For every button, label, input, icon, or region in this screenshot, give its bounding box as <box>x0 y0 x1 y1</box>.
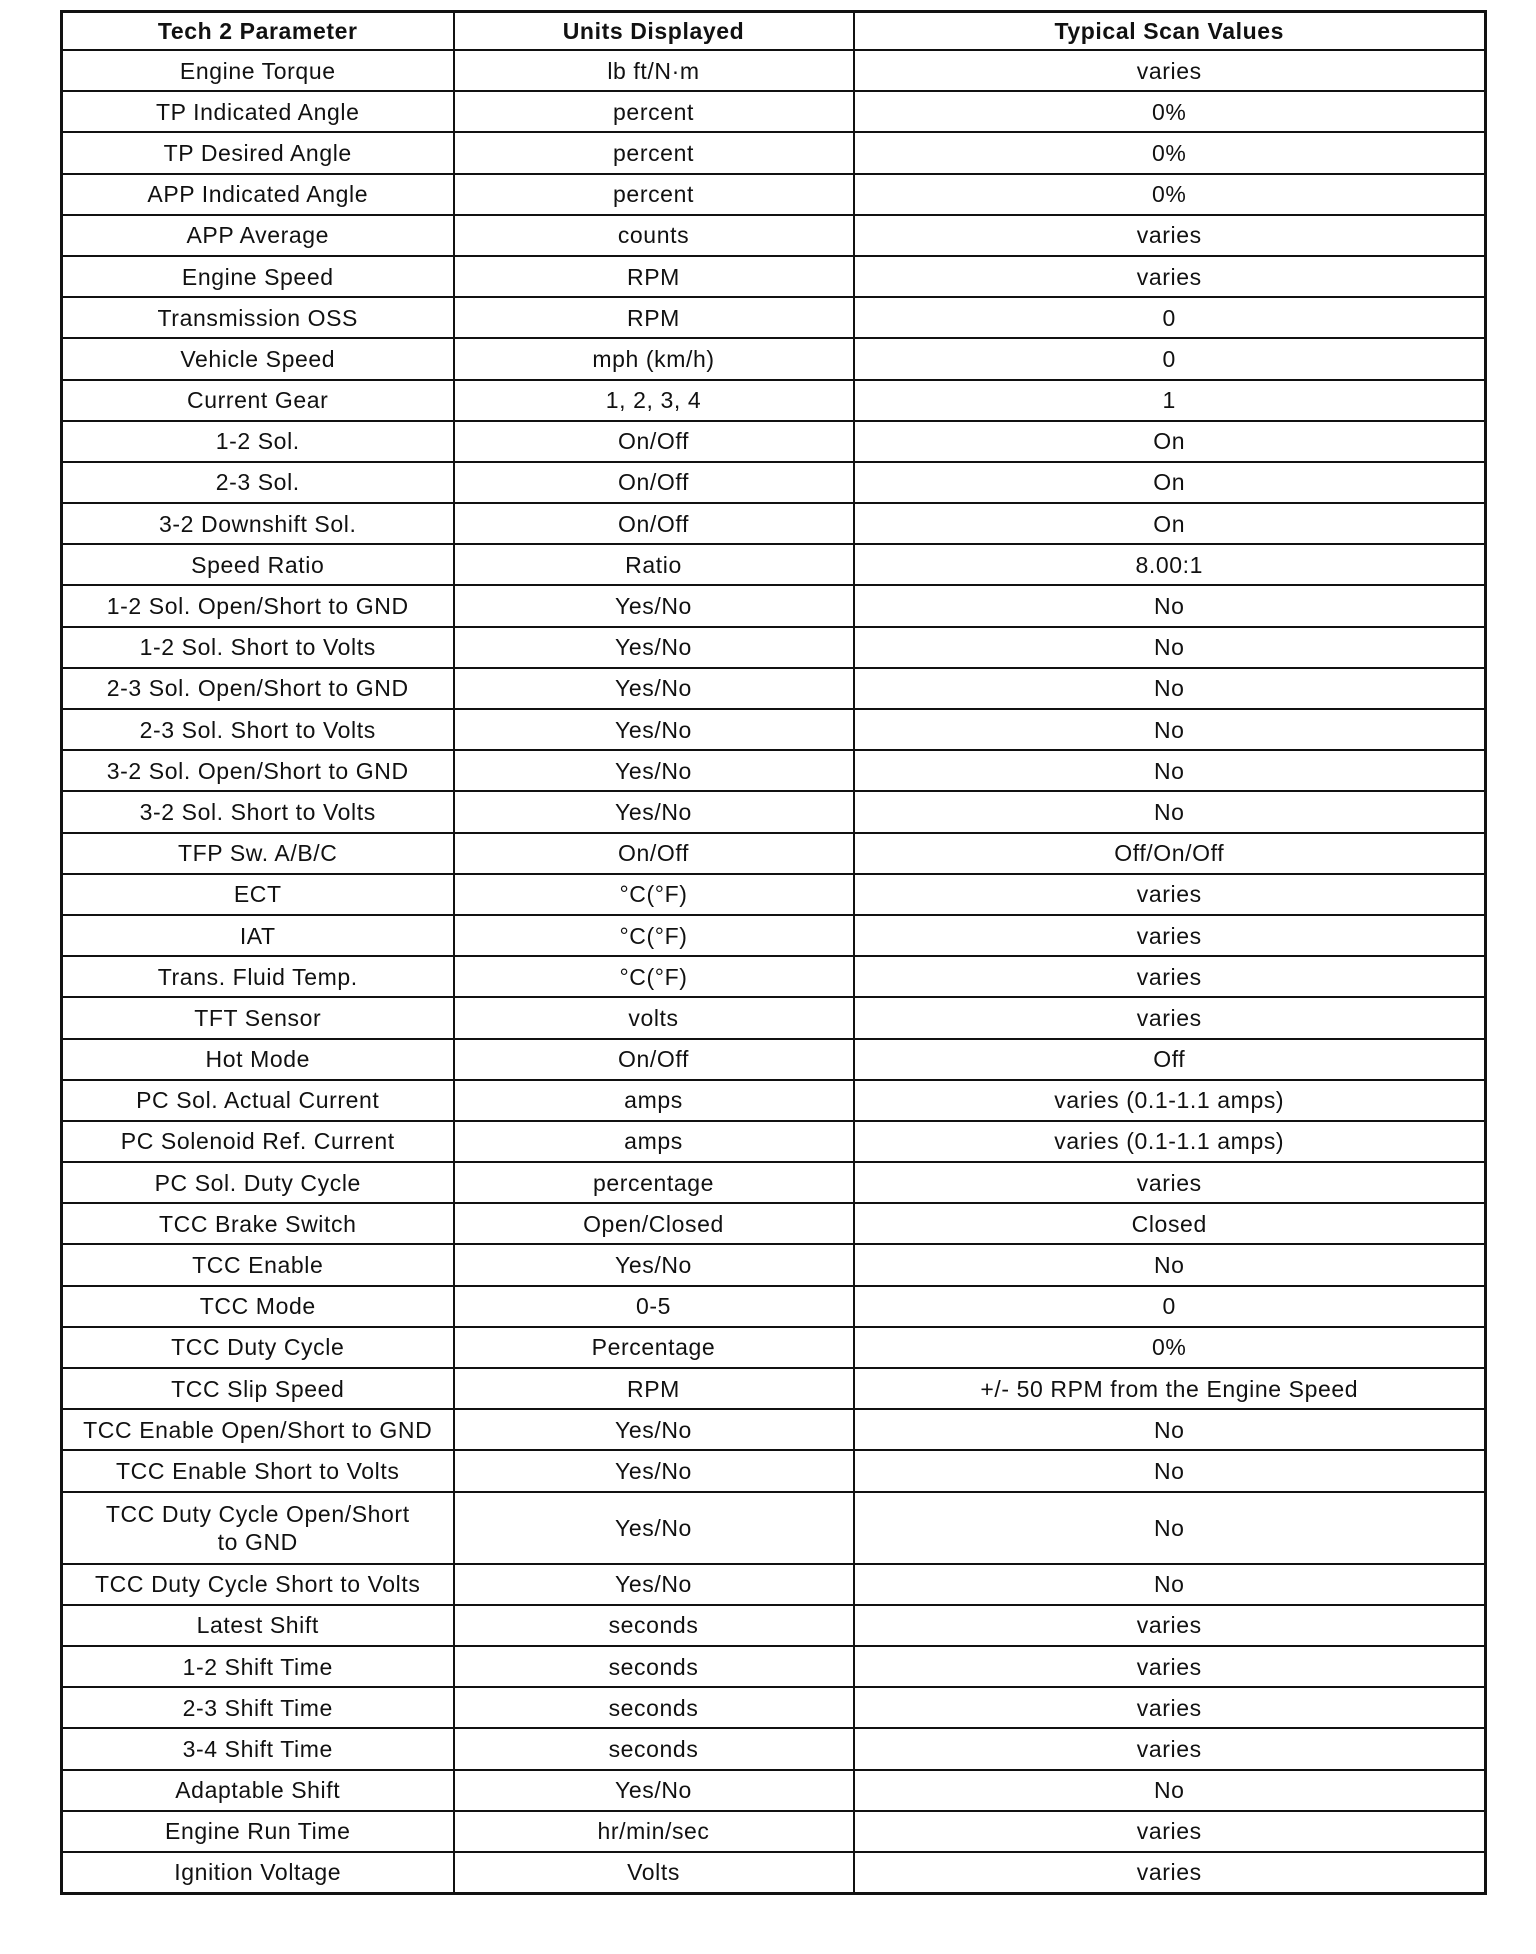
parameter-cell: 1-2 Sol. Open/Short to GND <box>62 585 454 626</box>
units-cell: Yes/No <box>454 1770 854 1811</box>
table-row <box>62 709 1486 750</box>
typical-value-cell: varies <box>854 215 1486 256</box>
parameter-cell: Engine Speed <box>62 256 454 297</box>
typical-value-cell: varies <box>854 1811 1486 1852</box>
table-row <box>62 750 1486 791</box>
table-row <box>62 50 1486 91</box>
typical-value-cell: No <box>854 585 1486 626</box>
typical-value-cell: varies <box>854 956 1486 997</box>
units-cell: On/Off <box>454 421 854 462</box>
parameter-cell: Ignition Voltage <box>62 1852 454 1893</box>
units-cell: RPM <box>454 297 854 338</box>
parameter-cell: TCC Enable <box>62 1244 454 1285</box>
parameter-cell: 1-2 Sol. Short to Volts <box>62 627 454 668</box>
typical-value-cell: No <box>854 627 1486 668</box>
parameter-cell: APP Indicated Angle <box>62 174 454 215</box>
typical-value-cell: On <box>854 503 1486 544</box>
typical-value-cell: Off <box>854 1039 1486 1080</box>
units-cell: Yes/No <box>454 1409 854 1450</box>
units-cell: Yes/No <box>454 791 854 832</box>
header-parameter: Tech 2 Parameter <box>62 12 454 51</box>
units-cell: On/Off <box>454 833 854 874</box>
typical-value-cell: varies (0.1-1.1 amps) <box>854 1121 1486 1162</box>
typical-value-cell: No <box>854 750 1486 791</box>
typical-value-cell: 0 <box>854 1286 1486 1327</box>
table-row <box>62 1852 1486 1893</box>
typical-value-cell: 8.00:1 <box>854 544 1486 585</box>
table-row <box>62 915 1486 956</box>
table-row <box>62 956 1486 997</box>
table-row <box>62 1121 1486 1162</box>
parameter-cell: TFT Sensor <box>62 997 454 1038</box>
typical-value-cell: No <box>854 1770 1486 1811</box>
table-row <box>62 1409 1486 1450</box>
parameter-cell: 1-2 Shift Time <box>62 1646 454 1687</box>
table-row <box>62 1770 1486 1811</box>
parameter-cell: 3-2 Downshift Sol. <box>62 503 454 544</box>
parameter-cell: ECT <box>62 874 454 915</box>
parameter-cell: Transmission OSS <box>62 297 454 338</box>
parameter-cell: Adaptable Shift <box>62 1770 454 1811</box>
table-row <box>62 215 1486 256</box>
table-row <box>62 791 1486 832</box>
parameter-cell: PC Solenoid Ref. Current <box>62 1121 454 1162</box>
typical-value-cell: 0 <box>854 338 1486 379</box>
units-cell: seconds <box>454 1646 854 1687</box>
units-cell: Volts <box>454 1852 854 1893</box>
table-row <box>62 668 1486 709</box>
units-cell: Yes/No <box>454 750 854 791</box>
typical-value-cell: No <box>854 1409 1486 1450</box>
parameter-cell: 2-3 Shift Time <box>62 1687 454 1728</box>
table-row <box>62 544 1486 585</box>
typical-value-cell: varies <box>854 50 1486 91</box>
units-cell: 1, 2, 3, 4 <box>454 380 854 421</box>
typical-value-cell: No <box>854 791 1486 832</box>
units-cell: Percentage <box>454 1327 854 1368</box>
parameter-cell: Vehicle Speed <box>62 338 454 379</box>
typical-value-cell: No <box>854 1564 1486 1605</box>
table-row <box>62 997 1486 1038</box>
table-row <box>62 1728 1486 1769</box>
units-cell: Yes/No <box>454 1450 854 1491</box>
table-row <box>62 585 1486 626</box>
parameter-cell: IAT <box>62 915 454 956</box>
units-cell: volts <box>454 997 854 1038</box>
units-cell: °C(°F) <box>454 915 854 956</box>
units-cell: °C(°F) <box>454 874 854 915</box>
units-cell: percent <box>454 91 854 132</box>
parameter-cell: TCC Duty Cycle <box>62 1327 454 1368</box>
typical-value-cell: 0% <box>854 132 1486 173</box>
units-cell: seconds <box>454 1687 854 1728</box>
units-cell: lb ft/N·m <box>454 50 854 91</box>
units-cell: Yes/No <box>454 585 854 626</box>
table-row <box>62 1450 1486 1491</box>
typical-value-cell: varies <box>854 915 1486 956</box>
table-row <box>62 1039 1486 1080</box>
parameter-cell: Engine Torque <box>62 50 454 91</box>
table-row <box>62 833 1486 874</box>
typical-value-cell: No <box>854 1450 1486 1491</box>
parameter-cell: 3-2 Sol. Open/Short to GND <box>62 750 454 791</box>
units-cell: percent <box>454 174 854 215</box>
parameter-cell: TCC Duty Cycle Short to Volts <box>62 1564 454 1605</box>
units-cell: counts <box>454 215 854 256</box>
typical-value-cell: varies <box>854 1687 1486 1728</box>
typical-value-cell: 0% <box>854 91 1486 132</box>
units-cell: Yes/No <box>454 668 854 709</box>
typical-value-cell: varies <box>854 1646 1486 1687</box>
header-typical: Typical Scan Values <box>854 12 1486 51</box>
table-row <box>62 174 1486 215</box>
parameter-cell: Speed Ratio <box>62 544 454 585</box>
parameter-cell: Current Gear <box>62 380 454 421</box>
typical-value-cell: varies <box>854 997 1486 1038</box>
typical-value-cell: varies <box>854 1852 1486 1893</box>
parameter-cell: PC Sol. Duty Cycle <box>62 1162 454 1203</box>
parameter-cell: TP Desired Angle <box>62 132 454 173</box>
typical-value-cell: No <box>854 709 1486 750</box>
table-row <box>62 1080 1486 1121</box>
table-row <box>62 338 1486 379</box>
parameter-cell: 2-3 Sol. <box>62 462 454 503</box>
units-cell: Yes/No <box>454 1492 854 1564</box>
typical-value-cell: Off/On/Off <box>854 833 1486 874</box>
typical-value-cell: varies <box>854 1605 1486 1646</box>
table-row <box>62 1203 1486 1244</box>
parameter-cell: TCC Brake Switch <box>62 1203 454 1244</box>
units-cell: On/Off <box>454 1039 854 1080</box>
typical-value-cell: varies <box>854 874 1486 915</box>
units-cell: RPM <box>454 1368 854 1409</box>
typical-value-cell: 1 <box>854 380 1486 421</box>
typical-value-cell: varies (0.1-1.1 amps) <box>854 1080 1486 1121</box>
table-row <box>62 256 1486 297</box>
header-row <box>62 12 1486 51</box>
table-row <box>62 1286 1486 1327</box>
typical-value-cell: On <box>854 462 1486 503</box>
parameter-cell: Trans. Fluid Temp. <box>62 956 454 997</box>
parameter-cell: TP Indicated Angle <box>62 91 454 132</box>
table-row <box>62 1564 1486 1605</box>
parameter-cell: PC Sol. Actual Current <box>62 1080 454 1121</box>
parameter-cell: TCC Duty Cycle Open/Short to GND <box>62 1492 454 1564</box>
units-cell: Yes/No <box>454 709 854 750</box>
parameter-cell: Engine Run Time <box>62 1811 454 1852</box>
table-row <box>62 91 1486 132</box>
units-cell: percentage <box>454 1162 854 1203</box>
parameter-cell: 2-3 Sol. Open/Short to GND <box>62 668 454 709</box>
table-row <box>62 1492 1486 1564</box>
units-cell: seconds <box>454 1728 854 1769</box>
table-row <box>62 380 1486 421</box>
parameter-cell: TCC Slip Speed <box>62 1368 454 1409</box>
table-row <box>62 1327 1486 1368</box>
units-cell: seconds <box>454 1605 854 1646</box>
parameter-cell: Latest Shift <box>62 1605 454 1646</box>
table-row <box>62 421 1486 462</box>
parameter-cell: 3-2 Sol. Short to Volts <box>62 791 454 832</box>
parameter-cell: 2-3 Sol. Short to Volts <box>62 709 454 750</box>
typical-value-cell: varies <box>854 1162 1486 1203</box>
typical-value-cell: Closed <box>854 1203 1486 1244</box>
parameter-cell: TCC Mode <box>62 1286 454 1327</box>
units-cell: Yes/No <box>454 627 854 668</box>
table-row <box>62 297 1486 338</box>
units-cell: mph (km/h) <box>454 338 854 379</box>
table-row <box>62 462 1486 503</box>
table-row <box>62 503 1486 544</box>
units-cell: amps <box>454 1121 854 1162</box>
parameter-cell: APP Average <box>62 215 454 256</box>
units-cell: 0-5 <box>454 1286 854 1327</box>
parameter-cell: TFP Sw. A/B/C <box>62 833 454 874</box>
typical-value-cell: 0% <box>854 174 1486 215</box>
units-cell: °C(°F) <box>454 956 854 997</box>
table-row <box>62 1687 1486 1728</box>
typical-value-cell: No <box>854 1244 1486 1285</box>
units-cell: amps <box>454 1080 854 1121</box>
parameter-cell: TCC Enable Open/Short to GND <box>62 1409 454 1450</box>
units-cell: percent <box>454 132 854 173</box>
typical-value-cell: varies <box>854 256 1486 297</box>
units-cell: Yes/No <box>454 1244 854 1285</box>
table-row <box>62 1244 1486 1285</box>
table-row <box>62 1368 1486 1409</box>
typical-value-cell: On <box>854 421 1486 462</box>
units-cell: hr/min/sec <box>454 1811 854 1852</box>
table-row <box>62 1811 1486 1852</box>
table-row <box>62 1162 1486 1203</box>
typical-value-cell: No <box>854 1492 1486 1564</box>
typical-value-cell: No <box>854 668 1486 709</box>
parameter-cell: TCC Enable Short to Volts <box>62 1450 454 1491</box>
parameter-cell: Hot Mode <box>62 1039 454 1080</box>
parameter-cell: 3-4 Shift Time <box>62 1728 454 1769</box>
typical-value-cell: varies <box>854 1728 1486 1769</box>
table-row <box>62 627 1486 668</box>
table-row <box>62 1605 1486 1646</box>
typical-value-cell: +/- 50 RPM from the Engine Speed <box>854 1368 1486 1409</box>
parameter-cell: 1-2 Sol. <box>62 421 454 462</box>
typical-value-cell: 0% <box>854 1327 1486 1368</box>
typical-value-cell: 0 <box>854 297 1486 338</box>
units-cell: RPM <box>454 256 854 297</box>
table-row <box>62 1646 1486 1687</box>
header-units: Units Displayed <box>454 12 854 51</box>
units-cell: Yes/No <box>454 1564 854 1605</box>
units-cell: On/Off <box>454 503 854 544</box>
table-row <box>62 132 1486 173</box>
table-row <box>62 874 1486 915</box>
units-cell: On/Off <box>454 462 854 503</box>
units-cell: Ratio <box>454 544 854 585</box>
units-cell: Open/Closed <box>454 1203 854 1244</box>
scan-values-table <box>60 10 1487 1895</box>
